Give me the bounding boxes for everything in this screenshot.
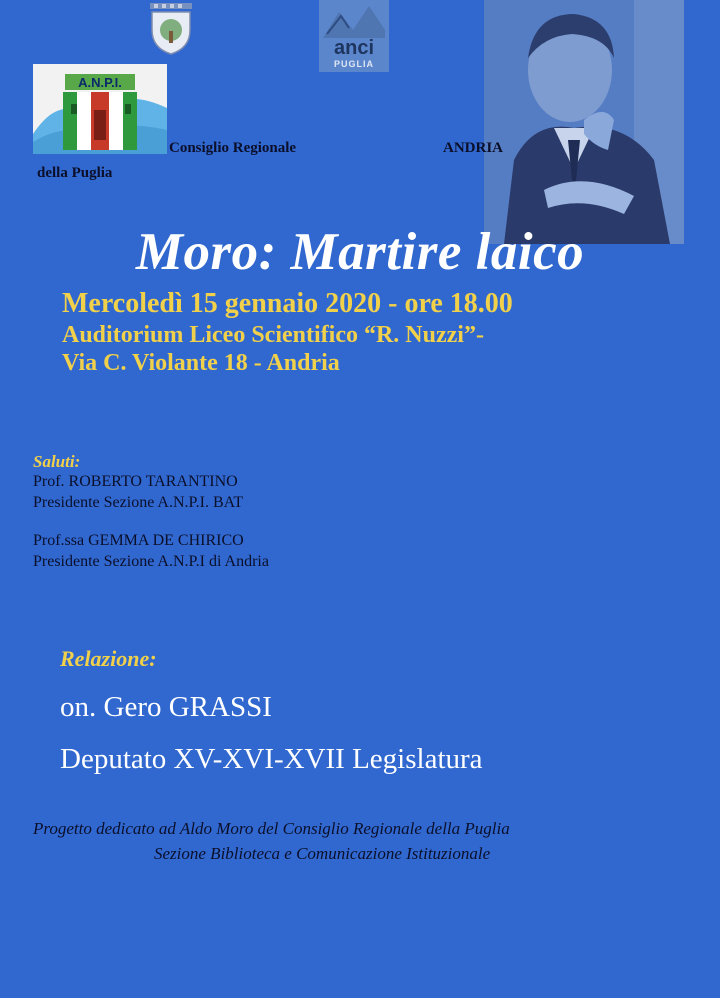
greeting-speaker-role: Presidente Sezione A.N.P.I di Andria [33, 553, 269, 570]
main-speaker-role: Deputato XV-XVI-XVII Legislatura [60, 743, 483, 775]
relazione-heading: Relazione: [60, 646, 157, 671]
anpi-logo-text: A.N.P.I. [78, 75, 122, 90]
event-title: Moro: Martire laico [135, 223, 585, 281]
anci-logo-subtext: PUGLIA [333, 59, 375, 69]
andria-label: ANDRIA [443, 140, 503, 156]
project-department-line: Sezione Biblioteca e Comunicazione Istituzionale [154, 844, 491, 863]
greeting-speaker-role: Presidente Sezione A.N.P.I. BAT [33, 494, 244, 511]
aldo-moro-portrait-photo [484, 0, 684, 244]
greeting-speaker-name: Prof.ssa GEMMA DE CHIRICO [33, 532, 244, 549]
della-puglia-label: della Puglia [37, 165, 113, 181]
main-speaker-name: on. Gero GRASSI [60, 691, 272, 723]
regione-puglia-emblem-logo [146, 0, 196, 56]
event-date: Mercoledì 15 gennaio 2020 - ore 18.00 [62, 288, 513, 319]
anpi-logo [33, 64, 167, 154]
consiglio-regionale-label: Consiglio Regionale [169, 140, 297, 156]
anci-logo-text: anci [333, 37, 375, 59]
event-address: Via C. Violante 18 - Andria [62, 350, 340, 376]
project-credit-line: Progetto dedicato ad Aldo Moro del Consiglio Regionale della Puglia [33, 819, 510, 838]
anci-puglia-logo [319, 0, 389, 72]
greeting-speaker-name: Prof. ROBERTO TARANTINO [33, 473, 238, 490]
event-venue: Auditorium Liceo Scientifico “R. Nuzzi”- [62, 322, 484, 348]
saluti-heading: Saluti: [33, 452, 81, 471]
